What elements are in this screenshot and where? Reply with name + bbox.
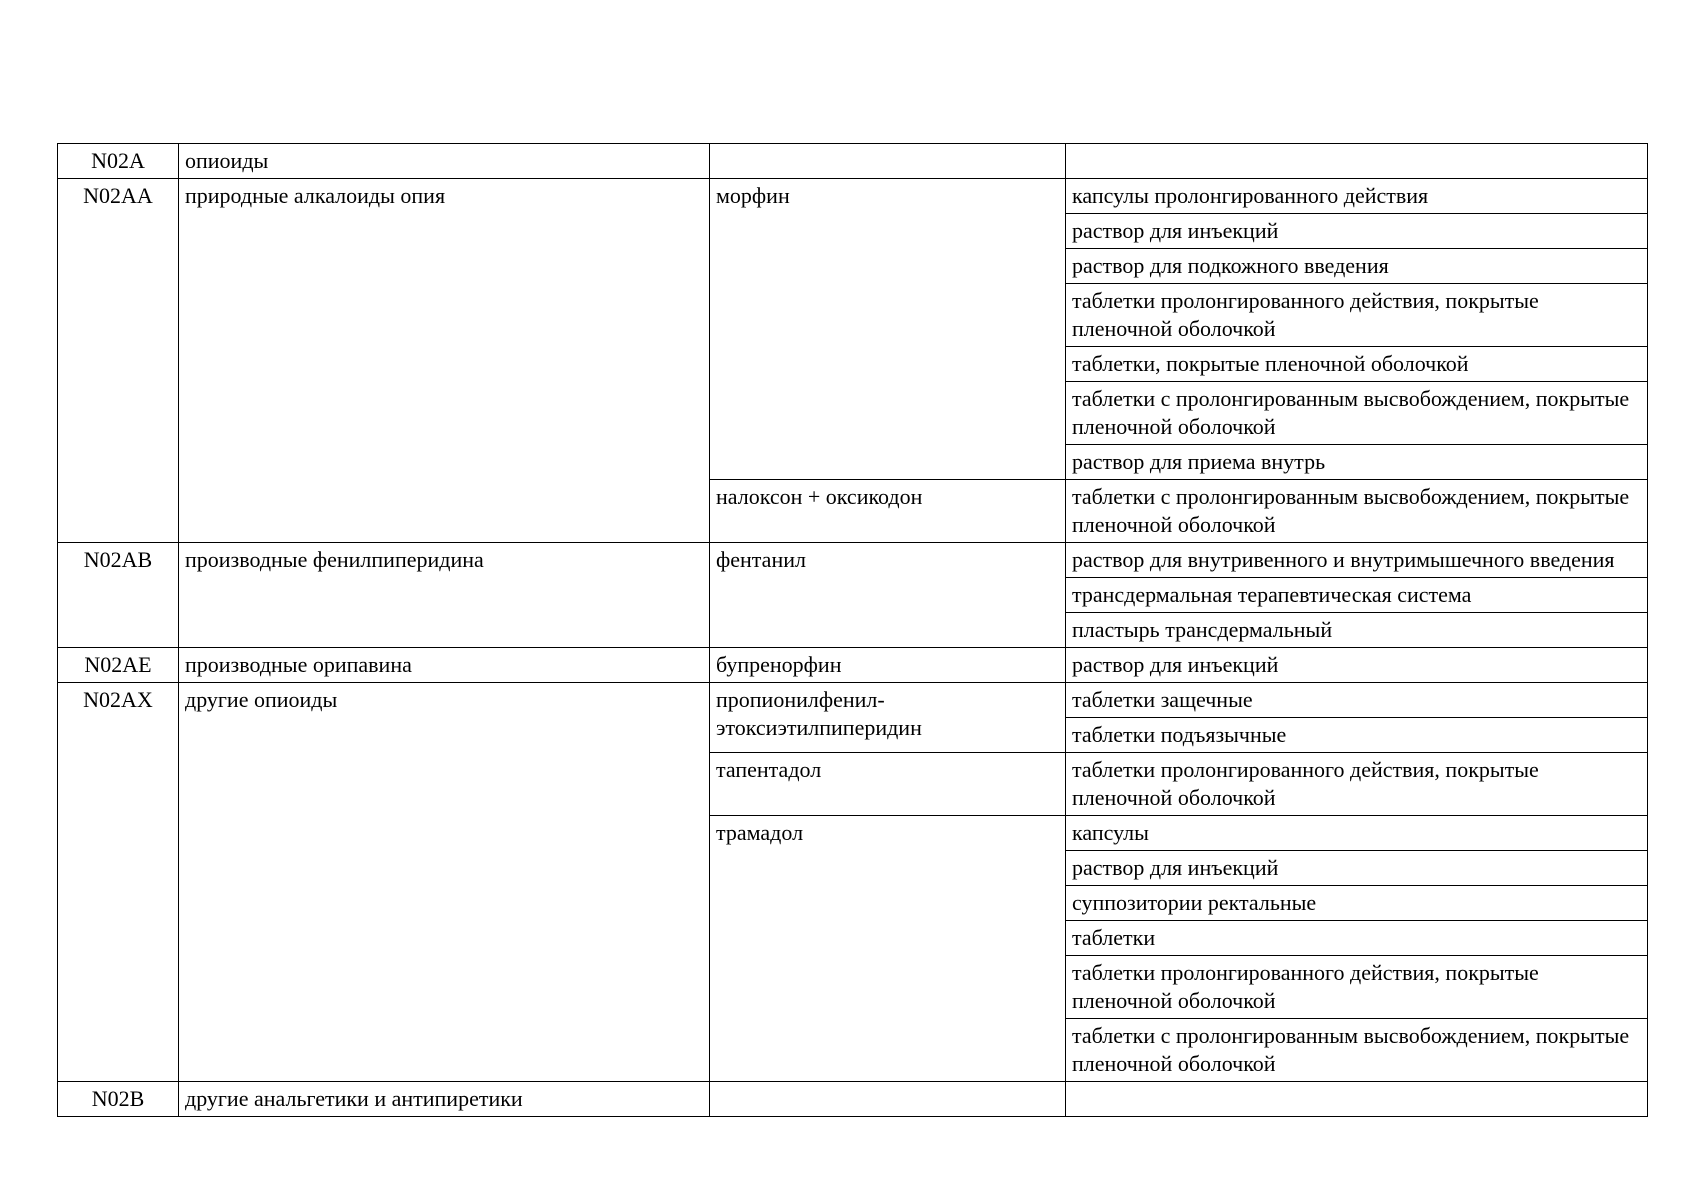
drug-name-cell: бупренорфин xyxy=(710,648,1066,683)
dosage-form-cell: раствор для инъекций xyxy=(1066,648,1648,683)
dosage-form-cell: раствор для инъекций xyxy=(1066,214,1648,249)
drug-name-cell xyxy=(710,1082,1066,1117)
dosage-form-cell: таблетки защечные xyxy=(1066,683,1648,718)
dosage-form-cell: трансдермальная терапевтическая система xyxy=(1066,578,1648,613)
drug-table-body xyxy=(58,144,1648,1117)
drug-table xyxy=(57,143,1648,1117)
group-name-cell: опиоиды xyxy=(179,144,710,179)
atc-code-cell: N02AA xyxy=(58,179,179,543)
dosage-form-cell: таблетки подъязычные xyxy=(1066,718,1648,753)
group-name-cell: производные фенилпиперидина xyxy=(179,543,710,648)
drug-name-cell: трамадол xyxy=(710,816,1066,1082)
dosage-form-cell: таблетки пролонгированного действия, покрытые пленочной оболочкой xyxy=(1066,753,1648,816)
dosage-form-cell: таблетки с пролонгированным высвобождением, покрытые пленочной оболочкой xyxy=(1066,382,1648,445)
table-row xyxy=(58,179,1648,214)
dosage-form-cell: таблетки xyxy=(1066,921,1648,956)
drug-name-cell: пропионилфенил-этоксиэтилпиперидин xyxy=(710,683,1066,753)
dosage-form-cell: таблетки с пролонгированным высвобождением, покрытые пленочной оболочкой xyxy=(1066,1019,1648,1082)
atc-code-cell: N02B xyxy=(58,1082,179,1117)
dosage-form-cell: раствор для подкожного введения xyxy=(1066,249,1648,284)
table-row xyxy=(58,683,1648,718)
dosage-form-cell xyxy=(1066,1082,1648,1117)
dosage-form-cell: капсулы пролонгированного действия xyxy=(1066,179,1648,214)
dosage-form-cell: капсулы xyxy=(1066,816,1648,851)
group-name-cell: производные орипавина xyxy=(179,648,710,683)
drug-name-cell: тапентадол xyxy=(710,753,1066,816)
table-row xyxy=(58,543,1648,578)
atc-code-cell: N02AE xyxy=(58,648,179,683)
drug-name-cell: фентанил xyxy=(710,543,1066,648)
group-name-cell: другие анальгетики и антипиретики xyxy=(179,1082,710,1117)
atc-code-cell: N02AX xyxy=(58,683,179,1082)
drug-name-cell: морфин xyxy=(710,179,1066,480)
table-row xyxy=(58,648,1648,683)
dosage-form-cell xyxy=(1066,144,1648,179)
table-row xyxy=(58,1082,1648,1117)
group-name-cell: другие опиоиды xyxy=(179,683,710,1082)
dosage-form-cell: таблетки пролонгированного действия, покрытые пленочной оболочкой xyxy=(1066,956,1648,1019)
dosage-form-cell: суппозитории ректальные xyxy=(1066,886,1648,921)
dosage-form-cell: раствор для внутривенного и внутримышечного введения xyxy=(1066,543,1648,578)
dosage-form-cell: таблетки с пролонгированным высвобождением, покрытые пленочной оболочкой xyxy=(1066,480,1648,543)
dosage-form-cell: пластырь трансдермальный xyxy=(1066,613,1648,648)
atc-code-cell: N02AB xyxy=(58,543,179,648)
dosage-form-cell: раствор для инъекций xyxy=(1066,851,1648,886)
atc-code-cell: N02A xyxy=(58,144,179,179)
drug-name-cell: налоксон + оксикодон xyxy=(710,480,1066,543)
dosage-form-cell: таблетки пролонгированного действия, покрытые пленочной оболочкой xyxy=(1066,284,1648,347)
table-row xyxy=(58,144,1648,179)
dosage-form-cell: раствор для приема внутрь xyxy=(1066,445,1648,480)
group-name-cell: природные алкалоиды опия xyxy=(179,179,710,543)
dosage-form-cell: таблетки, покрытые пленочной оболочкой xyxy=(1066,347,1648,382)
drug-name-cell xyxy=(710,144,1066,179)
